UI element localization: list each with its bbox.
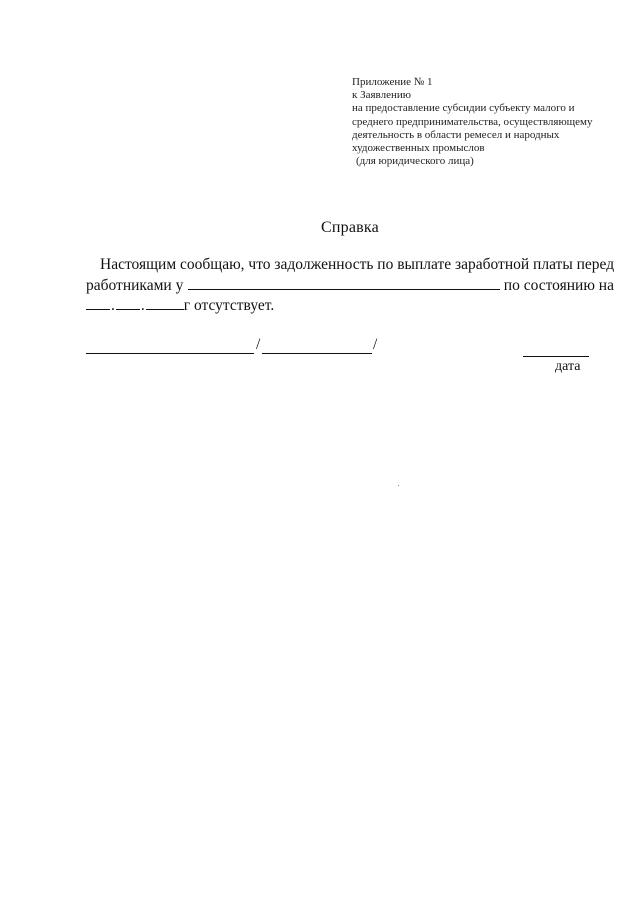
scan-speck	[398, 485, 399, 486]
signature-name-field[interactable]	[262, 353, 372, 354]
body-suffix-text: по состоянию на	[503, 276, 614, 294]
certificate-body	[86, 255, 614, 317]
body-ending-text: г отсутствует.	[183, 297, 275, 314]
date-day-field[interactable]	[86, 308, 110, 310]
signature-separator: /	[373, 336, 378, 353]
document-title: Справка	[321, 219, 379, 236]
organization-name-field[interactable]	[188, 288, 499, 290]
date-label: дата	[555, 359, 581, 374]
appendix-subject-line: среднего предпринимательства, осуществляющему	[352, 115, 593, 128]
appendix-header	[352, 76, 612, 168]
signature-separator: /	[256, 336, 261, 353]
appendix-subject-line: на предоставление субсидии субъекту малого и	[352, 102, 575, 115]
date-separator: .	[111, 297, 115, 314]
body-line-1: Настоящим сообщаю, что задолженность по выплате заработной платы перед	[100, 256, 615, 273]
date-separator: .	[140, 297, 145, 314]
date-field[interactable]	[523, 356, 589, 357]
appendix-subject-line: деятельность в области ремесел и народных	[352, 128, 560, 141]
body-line-2	[86, 276, 614, 297]
date-month-field[interactable]	[116, 308, 140, 310]
body-line-3	[86, 296, 614, 317]
appendix-subject-line: художественных промыслов	[352, 142, 485, 155]
date-year-field[interactable]	[146, 308, 184, 310]
appendix-number: Приложение № 1	[352, 76, 433, 88]
body-prefix-text: работниками у	[86, 276, 184, 294]
appendix-entity-type: (для юридического лица)	[356, 155, 474, 168]
appendix-reference: к Заявлению	[352, 89, 411, 102]
signature-field[interactable]	[86, 353, 254, 354]
